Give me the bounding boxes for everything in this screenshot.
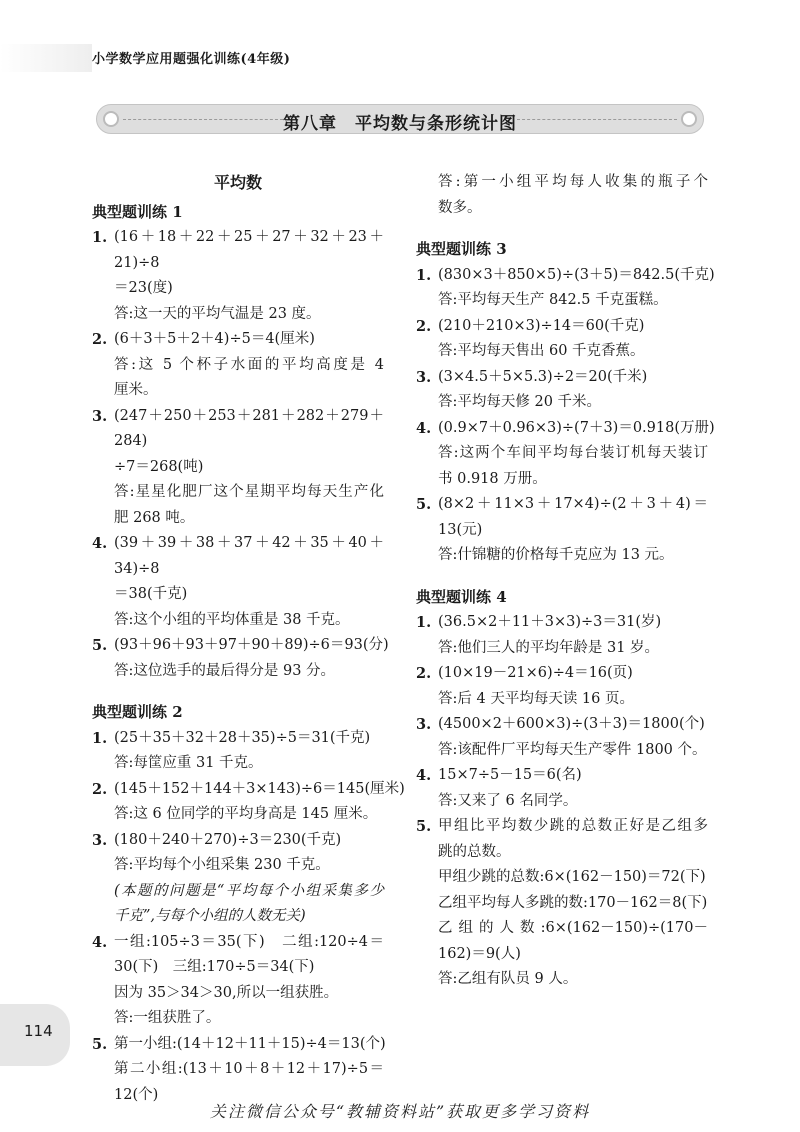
- answer-line: 乙组平均每人多跳的数:170－162＝8(下): [438, 894, 708, 911]
- answer-line: (3×4.5＋5×5.3)÷2＝20(千米): [438, 368, 648, 385]
- item-number: 5.: [92, 637, 108, 654]
- practice-2-item-5-continued: [416, 170, 708, 221]
- answer-line: 答:这 5 个杯子水面的平均高度是 4: [114, 356, 384, 373]
- item-number: 3.: [92, 831, 108, 849]
- item-number: 4.: [416, 767, 432, 784]
- answer-line: 甲组比平均数少跳的总数正好是乙组多: [438, 818, 708, 834]
- footer-note: 关注微信公众号“教辅资料站”获取更多学习资料: [209, 1102, 591, 1121]
- practice-1-item-2: [92, 327, 384, 404]
- practice-3-item-1: [416, 263, 715, 314]
- practice-1-item-5: [92, 633, 389, 684]
- answer-note-line: 千克”,与每个小组的人数无关): [114, 908, 306, 924]
- practice-1-item-4: [92, 531, 384, 633]
- answer-line: 第二小组:(13＋10＋8＋12＋17)÷5＝: [114, 1061, 384, 1077]
- chapter-title: 第八章 平均数与条形统计图: [283, 114, 517, 134]
- answer-line: 答:后 4 天平均每天读 16 页。: [438, 690, 634, 707]
- answer-line: ＝23(度): [114, 280, 173, 296]
- answer-line: 答:又来了 6 名同学。: [438, 792, 578, 809]
- answer-line: ÷7＝268(吨): [114, 458, 204, 475]
- answer-line: (180＋240＋270)÷3＝230(千克): [114, 831, 342, 848]
- answer-line: 跳的总数。: [438, 843, 511, 860]
- answer-line: 第一小组:(14＋12＋11＋15)÷4＝13(个): [114, 1035, 386, 1052]
- practice-1-item-1: [92, 225, 384, 327]
- practice-2-title: 典型题训练 2: [92, 703, 183, 721]
- item-number: 1.: [92, 229, 108, 246]
- answer-note-line: (本题的问题是“平均每个小组采集多少: [114, 882, 384, 899]
- item-number: 2.: [416, 317, 432, 335]
- answer-line: 30(下) 三组:170÷5＝34(下): [114, 959, 315, 975]
- item-number: 5.: [416, 818, 432, 835]
- answer-line: 答:该配件厂平均每天生产零件 1800 个。: [438, 741, 707, 758]
- practice-1-item-3: [92, 404, 384, 532]
- answer-line: 13(元): [438, 521, 483, 538]
- answer-line: 答:平均每天售出 60 千克香蕉。: [438, 343, 645, 359]
- answer-line: 甲组少跳的总数:6×(162－150)＝72(下): [438, 869, 706, 885]
- practice-3-item-3: [416, 365, 708, 416]
- item-number: 2.: [92, 780, 108, 798]
- answer-line: 答:乙组有队员 9 人。: [438, 971, 578, 987]
- answer-line: (830×3＋850×5)÷(3＋5)＝842.5(千克): [438, 266, 715, 283]
- answer-line: (145＋152＋144＋3×143)÷6＝145(厘米): [114, 780, 405, 797]
- answer-line: 答:他们三人的平均年龄是 31 岁。: [438, 639, 660, 656]
- answer-line: (247＋250＋253＋281＋282＋279＋284): [114, 407, 384, 449]
- header-band: [0, 44, 92, 72]
- answer-line: (16＋18＋22＋25＋27＋32＋23＋21)÷8: [114, 229, 384, 271]
- item-number: 5.: [416, 496, 432, 513]
- practice-4-item-5: [416, 814, 708, 993]
- practice-3-title: 典型题训练 3: [416, 240, 507, 258]
- answer-line: (210＋210×3)÷14＝60(千克): [438, 317, 645, 334]
- answer-line: ＝38(千克): [114, 586, 188, 602]
- right-column: [416, 170, 715, 993]
- item-number: 1.: [416, 266, 432, 284]
- item-number: 4.: [416, 419, 432, 437]
- practice-3-item-5: [416, 492, 708, 569]
- item-number: 5.: [92, 1035, 108, 1053]
- section-title: 平均数: [213, 173, 262, 192]
- book-title: 小学数学应用题强化训练(4年级): [92, 52, 291, 67]
- practice-2-item-1: [92, 726, 384, 777]
- answer-line: 答:第一小组平均每人收集的瓶子个: [438, 174, 708, 190]
- practice-4-title: 典型题训练 4: [416, 587, 507, 606]
- answer-line: 12(个): [114, 1086, 159, 1103]
- answer-line: (25＋35＋32＋28＋35)÷5＝31(千克): [114, 729, 371, 746]
- answer-line: (4500×2＋600×3)÷(3＋3)＝1800(个): [438, 716, 705, 732]
- answer-line: (8×2＋11×3＋17×4)÷(2＋3＋4)＝: [438, 496, 708, 512]
- left-column: [92, 170, 405, 1108]
- answer-line: (10×19－21×6)÷4＝16(页): [438, 665, 633, 681]
- answer-line: 数多。: [438, 199, 482, 216]
- item-number: 3.: [416, 368, 432, 386]
- practice-1-title: 典型题训练 1: [92, 202, 183, 221]
- answer-line: (36.5×2＋11＋3×3)÷3＝31(岁): [438, 614, 662, 630]
- page-number: 114: [24, 1022, 53, 1040]
- item-number: 4.: [92, 933, 108, 951]
- practice-4-item-1: [416, 610, 708, 661]
- answer-line: 答:平均每天修 20 千米。: [438, 394, 602, 410]
- practice-2-item-4: [92, 930, 384, 1032]
- answer-line: 因为 35＞34＞30,所以一组获胜。: [114, 984, 339, 1001]
- answer-line: 答:这 6 位同学的平均身高是 145 厘米。: [114, 806, 378, 822]
- answer-line: 答:这两个车间平均每台装订机每天装订: [438, 445, 708, 461]
- answer-line: 162)＝9(人): [438, 945, 521, 962]
- practice-2-item-5: [92, 1032, 384, 1109]
- answer-line: 答:什锦糖的价格每千克应为 13 元。: [438, 547, 674, 563]
- answer-line: 答:这一天的平均气温是 23 度。: [114, 305, 321, 322]
- practice-2-item-2: [92, 777, 405, 828]
- answer-line: 答:一组获胜了。: [114, 1010, 221, 1026]
- answer-line: (93＋96＋93＋97＋90＋89)÷6＝93(分): [114, 637, 389, 653]
- practice-4-item-4: [416, 763, 708, 814]
- answer-line: 答:平均每个小组采集 230 千克。: [114, 857, 330, 873]
- chapter-banner: [96, 104, 704, 134]
- item-number: 3.: [92, 407, 108, 425]
- answer-line: 答:每筐应重 31 千克。: [114, 755, 263, 771]
- item-number: 1.: [416, 614, 432, 631]
- item-number: 4.: [92, 535, 108, 552]
- answer-line: 答:这位选手的最后得分是 93 分。: [114, 662, 336, 679]
- answer-line: 答:这个小组的平均体重是 38 千克。: [114, 611, 350, 628]
- answer-line: 答:星星化肥厂这个星期平均每天生产化: [114, 484, 384, 500]
- answer-line: 肥 268 吨。: [114, 509, 195, 526]
- item-number: 1.: [92, 729, 108, 747]
- practice-2-item-3: [92, 828, 384, 930]
- item-number: 2.: [92, 331, 108, 348]
- answer-line: 厘米。: [114, 382, 158, 398]
- item-number: 2.: [416, 665, 432, 682]
- practice-3-item-2: [416, 314, 708, 365]
- item-number: 3.: [416, 716, 432, 733]
- answer-line: 乙组的人数:6×(162－150)÷(170－: [438, 920, 708, 936]
- answer-line: 答:平均每天生产 842.5 千克蛋糕。: [438, 292, 668, 308]
- answer-line: 15×7÷5－15＝6(名): [438, 767, 582, 783]
- practice-4-item-3: [416, 712, 708, 763]
- answer-line: 书 0.918 万册。: [438, 470, 547, 487]
- answer-line: (39＋39＋38＋37＋42＋35＋40＋34)÷8: [114, 535, 384, 577]
- answer-line: (0.9×7＋0.96×3)÷(7＋3)＝0.918(万册): [438, 419, 715, 436]
- answer-line: 一组:105÷3＝35(下) 二组:120÷4＝: [114, 933, 384, 950]
- practice-4-item-2: [416, 661, 708, 712]
- practice-3-item-4: [416, 416, 715, 493]
- answer-line: (6＋3＋5＋2＋4)÷5＝4(厘米): [114, 331, 315, 347]
